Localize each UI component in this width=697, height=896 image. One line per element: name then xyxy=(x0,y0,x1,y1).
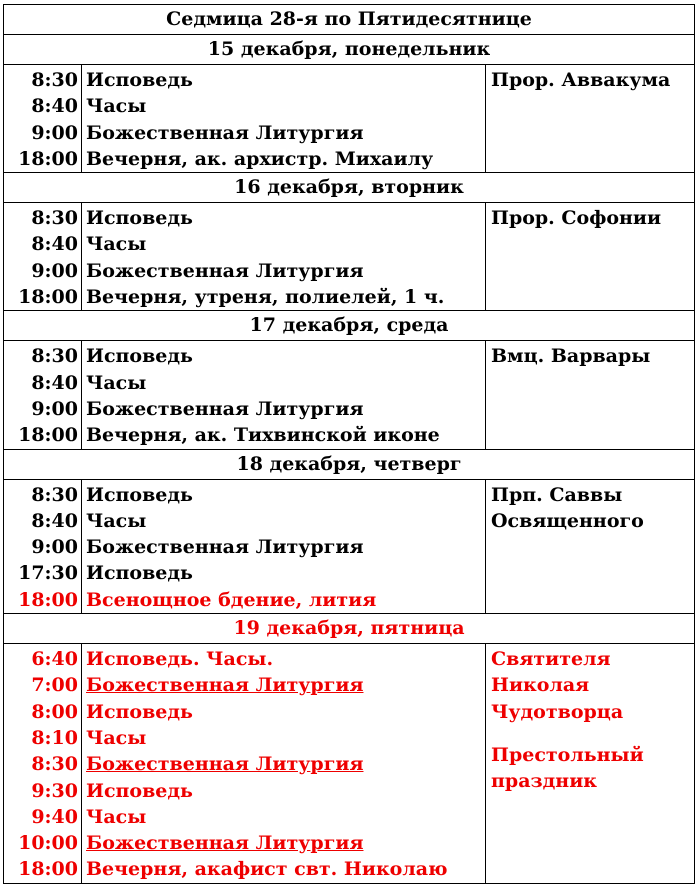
saint-of-day xyxy=(486,203,695,311)
day-services-row xyxy=(4,479,695,613)
service-name: Часы xyxy=(86,371,147,394)
saint-of-day xyxy=(486,65,695,173)
service-time: 8:10 xyxy=(31,726,78,749)
service-time: 18:00 xyxy=(18,424,78,447)
service-name: Часы xyxy=(86,95,147,118)
service-time: 9:00 xyxy=(31,259,78,282)
schedule-table xyxy=(3,4,695,884)
service-times xyxy=(4,479,82,613)
service-name: Вечерня, ак. архистр. Михаилу xyxy=(86,147,434,170)
service-name xyxy=(86,830,485,856)
day-header: 19 декабря, пятница xyxy=(4,614,695,644)
service-times xyxy=(4,65,82,173)
service-name: Исповедь xyxy=(86,345,193,368)
service-name: Часы xyxy=(86,509,147,532)
service-time: 18:00 xyxy=(18,858,78,881)
day-header-row xyxy=(4,173,695,203)
day-header-row xyxy=(4,311,695,341)
saint-line: Прор. Софонии xyxy=(491,207,662,230)
service-name: Исповедь xyxy=(86,69,193,91)
service-name: Божественная Литургия xyxy=(86,536,364,559)
day-header-row xyxy=(4,449,695,479)
saint-of-day xyxy=(486,479,695,613)
service-names xyxy=(82,65,486,173)
day-header: 18 декабря, четверг xyxy=(4,449,695,479)
saint-line: Чудотворца xyxy=(491,700,624,723)
day-services-row xyxy=(4,203,695,311)
saint-line: праздник xyxy=(491,770,598,793)
service-time: 9:30 xyxy=(31,779,78,802)
service-name-underlined: Божественная Литургия xyxy=(86,753,364,776)
service-name: Божественная Литургия xyxy=(86,121,364,144)
saint-line: Престольный xyxy=(491,743,644,766)
service-name: Вечерня, акафист свт. Николаю xyxy=(86,858,448,881)
service-name: Исповедь xyxy=(86,562,193,585)
service-name-underlined: Божественная Литургия xyxy=(86,832,364,855)
service-time: 18:00 xyxy=(18,147,78,170)
service-time: 9:40 xyxy=(31,805,78,828)
service-time: 8:30 xyxy=(31,483,78,506)
service-time: 18:00 xyxy=(18,588,78,611)
service-time: 18:00 xyxy=(18,286,78,309)
schedule-body xyxy=(4,5,695,884)
service-name: Часы xyxy=(86,726,147,749)
service-time: 8:30 xyxy=(31,207,78,230)
day-services-row xyxy=(4,644,695,884)
day-header: 17 декабря, среда xyxy=(4,311,695,341)
service-time: 6:40 xyxy=(31,648,78,671)
day-services-row xyxy=(4,65,695,173)
saint-line: Вмц. Варвары xyxy=(491,345,651,368)
service-time: 8:30 xyxy=(31,345,78,368)
service-names xyxy=(82,341,486,449)
saint-of-day xyxy=(486,644,695,884)
service-name: Исповедь xyxy=(86,779,193,802)
saint-of-day xyxy=(486,341,695,449)
service-name: Божественная Литургия xyxy=(86,397,364,420)
day-services-row xyxy=(4,341,695,449)
service-time: 9:00 xyxy=(31,536,78,559)
service-name xyxy=(86,751,485,777)
service-names xyxy=(82,203,486,311)
day-header-row xyxy=(4,614,695,644)
service-time: 7:00 xyxy=(31,674,78,697)
service-times xyxy=(4,341,82,449)
service-time: 8:30 xyxy=(31,753,78,776)
saint-spacer xyxy=(491,725,694,742)
service-time: 10:00 xyxy=(18,832,78,855)
service-name: Исповедь xyxy=(86,700,193,723)
service-time: 8:40 xyxy=(31,509,78,532)
service-time: 8:40 xyxy=(31,371,78,394)
service-time: 8:40 xyxy=(31,233,78,256)
saint-line: Святителя xyxy=(491,648,611,671)
service-times xyxy=(4,203,82,311)
service-name: Исповедь. Часы. xyxy=(86,648,274,671)
service-name: Исповедь xyxy=(86,483,193,506)
saint-line: Николая xyxy=(491,674,590,697)
service-time: 8:40 xyxy=(31,95,78,118)
service-name-underlined: Божественная Литургия xyxy=(86,674,364,697)
service-name: Всенощное бдение, лития xyxy=(86,588,377,611)
service-name: Исповедь xyxy=(86,207,193,230)
day-header-row xyxy=(4,35,695,65)
week-title: Седмица 28-я по Пятидесятнице xyxy=(4,5,695,35)
service-time: 8:30 xyxy=(31,69,78,91)
service-time: 8:00 xyxy=(31,700,78,723)
week-title-row xyxy=(4,5,695,35)
saint-line: Прп. Саввы xyxy=(491,483,623,506)
service-name: Часы xyxy=(86,805,147,828)
saint-line: Прор. Аввакума xyxy=(491,69,671,91)
day-header: 16 декабря, вторник xyxy=(4,173,695,203)
day-header: 15 декабря, понедельник xyxy=(4,35,695,65)
service-names xyxy=(82,479,486,613)
service-name: Божественная Литургия xyxy=(86,259,364,282)
service-name: Вечерня, ак. Тихвинской иконе xyxy=(86,424,440,447)
service-name: Вечерня, утреня, полиелей, 1 ч. xyxy=(86,286,445,309)
saint-line: Освященного xyxy=(491,509,644,532)
service-time: 9:00 xyxy=(31,121,78,144)
service-time: 9:00 xyxy=(31,397,78,420)
service-names xyxy=(82,644,486,884)
service-times xyxy=(4,644,82,884)
service-name: Часы xyxy=(86,233,147,256)
service-time: 17:30 xyxy=(18,562,78,585)
service-name xyxy=(86,672,485,698)
